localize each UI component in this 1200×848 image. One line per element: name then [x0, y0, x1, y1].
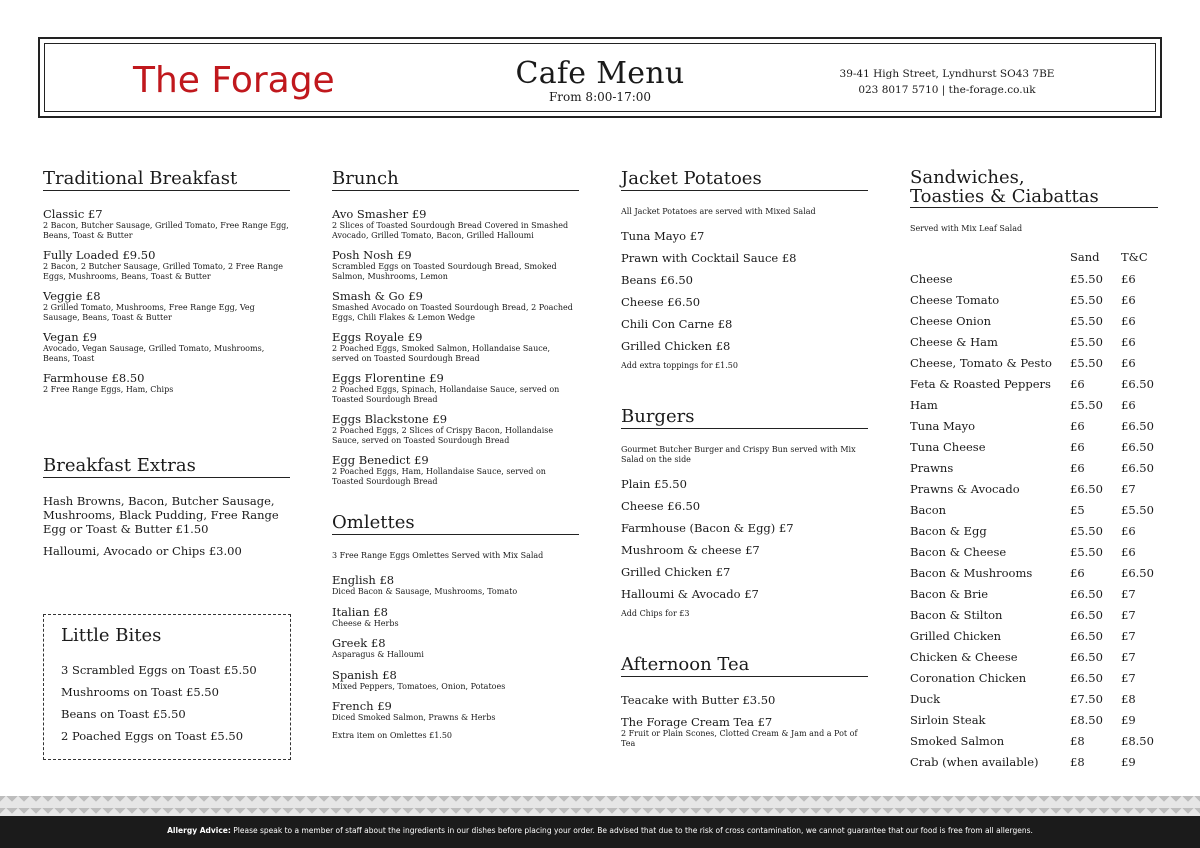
table-row	[910, 583, 1158, 604]
sandwich-price-tc: £6	[1121, 544, 1136, 559]
sandwich-name: Prawns	[910, 460, 954, 475]
sandwiches-title-line1: Sandwiches,	[910, 167, 1025, 188]
sandwich-price-tc: £6	[1121, 292, 1136, 307]
sandwich-price-tc: £6.50	[1121, 439, 1154, 454]
item-description: Mixed Peppers, Tomatoes, Onion, Potatoes	[332, 681, 506, 691]
menu-header	[38, 37, 1162, 118]
menu-item	[332, 699, 579, 723]
item-name: Veggie £8	[43, 289, 101, 303]
item-description: 2 Free Range Eggs, Ham, Chips	[43, 385, 174, 394]
sandwich-price-sand: £5.50	[1070, 355, 1103, 370]
sandwich-name: Bacon & Egg	[910, 523, 987, 538]
extras-list	[43, 494, 290, 558]
column-4	[910, 168, 1158, 772]
table-row	[910, 667, 1158, 688]
sandwich-price-tc: £8.50	[1121, 733, 1154, 748]
sandwich-price-tc: £6.50	[1121, 460, 1154, 475]
sandwiches-body	[910, 268, 1158, 772]
table-row	[910, 331, 1158, 352]
table-row	[910, 562, 1158, 583]
table-row	[910, 520, 1158, 541]
sandwiches-header-row	[910, 246, 1158, 268]
menu-item: Beans on Toast £5.50	[61, 707, 186, 721]
menu-item: Tuna Mayo £7	[621, 229, 705, 243]
item-name: Farmhouse £8.50	[43, 371, 145, 385]
menu-item: 3 Scrambled Eggs on Toast £5.50	[61, 663, 257, 677]
sandwich-name: Cheese Onion	[910, 313, 992, 328]
item-name: Smash & Go £9	[332, 289, 423, 303]
sandwich-price-tc: £6	[1121, 313, 1136, 328]
item-name: Teacake with Butter £3.50	[621, 693, 776, 707]
sandwich-price-tc: £7	[1121, 607, 1136, 622]
table-row	[910, 268, 1158, 289]
sandwich-name: Bacon & Mushrooms	[910, 565, 1033, 580]
item-name: Classic £7	[43, 207, 103, 221]
sandwich-name: Bacon	[910, 502, 947, 517]
item-description: Asparagus & Halloumi	[332, 650, 424, 659]
item-description: Diced Bacon & Sausage, Mushrooms, Tomato	[332, 587, 518, 596]
menu-item	[332, 668, 579, 692]
item-description: Diced Smoked Salmon, Prawns & Herbs	[332, 713, 496, 722]
item-description: 2 Poached Eggs, Smoked Salmon, Hollandaise Sauce, served on Toasted Sourdough Bread	[332, 344, 550, 363]
sandwich-price-tc: £8	[1121, 691, 1136, 706]
allergy-text: Please speak to a member of staff about the ingredients in our dishes before placing your order. Be advised that due to the risk of cross contamination, we cannot guarantee that our food is free from all allergens.	[230, 826, 1033, 835]
menu-item	[332, 371, 579, 404]
sandwich-name: Cheese	[910, 271, 953, 286]
chevron-pattern-band	[0, 796, 1200, 816]
table-row	[910, 352, 1158, 373]
page-title: Cafe Menu	[515, 56, 685, 91]
sandwich-name: Bacon & Cheese	[910, 544, 1007, 559]
item-description: Smashed Avocado on Toasted Sourdough Bread, 2 Poached Eggs, Chili Flakes & Lemon Wedge	[332, 303, 573, 322]
sandwich-price-sand: £5.50	[1070, 334, 1103, 349]
address: 39-41 High Street, Lyndhurst SO43 7BE	[839, 68, 1055, 80]
item-description: 2 Poached Eggs, Spinach, Hollandaise Sauce, served on Toasted Sourdough Bread	[332, 385, 560, 404]
item-name: Eggs Blackstone £9	[332, 412, 448, 426]
section-title-sandwiches	[910, 168, 1158, 208]
menu-item	[332, 453, 579, 486]
sandwich-price-tc: £6	[1121, 397, 1136, 412]
header-tc: T&C	[1121, 250, 1148, 264]
sandwich-name: Cheese, Tomato & Pesto	[910, 355, 1052, 370]
item-description: 2 Slices of Toasted Sourdough Bread Covered in Smashed Avocado, Grilled Tomato, Bacon, Grilled Halloumi	[332, 221, 569, 240]
item-name: Fully Loaded £9.50	[43, 248, 156, 262]
little-bites-box	[43, 614, 291, 760]
table-row	[910, 457, 1158, 478]
sandwich-name: Duck	[910, 691, 941, 706]
jacket-extra-note: Add extra toppings for £1.50	[621, 361, 738, 370]
omlettes-list	[332, 573, 579, 723]
sandwich-price-sand: £6.50	[1070, 670, 1103, 685]
table-row	[910, 478, 1158, 499]
table-row	[910, 646, 1158, 667]
table-row	[910, 604, 1158, 625]
header-inner-border	[44, 43, 1156, 112]
sandwich-name: Sirloin Steak	[910, 712, 986, 727]
table-row	[910, 730, 1158, 751]
menu-item	[43, 248, 290, 281]
sandwich-name: Crab (when available)	[910, 754, 1039, 769]
omlettes-extra-note: Extra item on Omlettes £1.50	[332, 730, 453, 740]
header-empty	[910, 246, 1070, 268]
item-name: Spanish £8	[332, 667, 397, 682]
sandwich-price-sand: £8	[1070, 754, 1085, 769]
sandwich-price-sand: £5.50	[1070, 271, 1103, 286]
sandwich-price-sand: £6.50	[1070, 649, 1103, 664]
item-description: 2 Fruit or Plain Scones, Clotted Cream & Jam and a Pot of Tea	[621, 729, 858, 748]
sandwich-price-tc: £6.50	[1121, 565, 1154, 580]
menu-item: Mushrooms on Toast £5.50	[61, 685, 219, 699]
item-name: The Forage Cream Tea £7	[621, 715, 773, 729]
column-2	[332, 168, 579, 740]
sandwich-price-tc: £6.50	[1121, 376, 1154, 391]
sandwich-name: Tuna Mayo	[910, 418, 976, 433]
sandwich-price-tc: £6.50	[1121, 418, 1154, 433]
sandwich-name: Coronation Chicken	[910, 670, 1027, 685]
burgers-note: Gourmet Butcher Burger and Crispy Bun served with Mix Salad on the side	[621, 445, 856, 464]
sandwich-price-sand: £8	[1070, 733, 1085, 748]
sandwiches-table	[910, 246, 1158, 772]
sandwich-price-sand: £8.50	[1070, 712, 1103, 727]
allergy-label: Allergy Advice:	[167, 826, 231, 835]
menu-item	[332, 636, 579, 660]
menu-item: Beans £6.50	[621, 273, 693, 287]
sandwich-price-sand: £6	[1070, 565, 1085, 580]
sandwich-price-sand: £6.50	[1070, 628, 1103, 643]
menu-item	[332, 289, 579, 322]
section-title-brunch: Brunch	[332, 168, 579, 191]
traditional-list	[43, 207, 290, 395]
menu-item	[43, 371, 290, 395]
sandwich-name: Smoked Salmon	[910, 733, 1005, 748]
sandwich-price-tc: £7	[1121, 481, 1136, 496]
item-name: English £8	[332, 573, 395, 587]
header-sand: Sand	[1070, 250, 1100, 264]
sandwich-price-tc: £7	[1121, 586, 1136, 601]
section-title-traditional: Traditional Breakfast	[43, 168, 290, 191]
omlettes-note: 3 Free Range Eggs Omlettes Served with Mix Salad	[332, 551, 544, 560]
table-row	[910, 436, 1158, 457]
sandwich-price-tc: £6	[1121, 355, 1136, 370]
menu-item: Prawn with Cocktail Sauce £8	[621, 251, 797, 265]
sandwich-price-sand: £5.50	[1070, 523, 1103, 538]
item-description: Scrambled Eggs on Toasted Sourdough Bread, Smoked Salmon, Mushrooms, Lemon	[332, 262, 557, 281]
table-row	[910, 289, 1158, 310]
menu-item: Mushroom & cheese £7	[621, 543, 760, 557]
contact-block	[827, 66, 1067, 98]
table-row	[910, 751, 1158, 772]
afternoon-list	[621, 693, 868, 748]
section-title-little-bites: Little Bites	[61, 625, 162, 646]
jacket-list	[621, 229, 868, 353]
menu-item: Plain £5.50	[621, 477, 687, 491]
burgers-list	[621, 477, 868, 601]
sandwiches-title-line2: Toasties & Ciabattas	[910, 186, 1099, 207]
sandwich-price-tc: £6	[1121, 523, 1136, 538]
menu-item	[332, 573, 579, 597]
sandwich-price-sand: £5.50	[1070, 397, 1103, 412]
menu-item: Cheese £6.50	[621, 499, 701, 513]
menu-item: Grilled Chicken £7	[621, 565, 731, 579]
item-description: 2 Poached Eggs, 2 Slices of Crispy Bacon, Hollandaise Sauce, served on Toasted Sourdough Bread	[332, 426, 554, 445]
menu-item: Halloumi & Avocado £7	[621, 587, 759, 601]
sandwich-name: Chicken & Cheese	[910, 649, 1018, 664]
item-description: Avocado, Vegan Sausage, Grilled Tomato, Mushrooms, Beans, Toast	[43, 344, 265, 363]
table-row	[910, 625, 1158, 646]
item-description: 2 Grilled Tomato, Mushrooms, Free Range Egg, Veg Sausage, Beans, Toast & Butter	[43, 303, 255, 322]
menu-item	[332, 207, 579, 240]
table-row	[910, 394, 1158, 415]
sandwich-name: Feta & Roasted Peppers	[910, 376, 1051, 391]
column-1	[43, 168, 290, 566]
sandwich-price-tc: £7	[1121, 670, 1136, 685]
menu-item	[621, 715, 868, 748]
sandwich-price-sand: £6.50	[1070, 586, 1103, 601]
sandwiches-note: Served with Mix Leaf Salad	[910, 224, 1023, 233]
sandwich-price-sand: £6.50	[1070, 481, 1103, 496]
sandwich-name: Prawns & Avocado	[910, 481, 1020, 496]
sandwich-name: Cheese Tomato	[910, 292, 1000, 307]
menu-item	[332, 248, 579, 281]
sandwich-name: Tuna Cheese	[910, 439, 986, 454]
section-title-extras: Breakfast Extras	[43, 455, 290, 478]
item-name: French £9	[332, 699, 392, 713]
item-description: 2 Bacon, Butcher Sausage, Grilled Tomato, Free Range Egg, Beans, Toast & Butter	[43, 221, 289, 240]
sandwich-price-sand: £5	[1070, 502, 1085, 517]
menu-item	[332, 412, 579, 445]
item-name: Eggs Florentine £9	[332, 371, 444, 385]
menu-item: Hash Browns, Bacon, Butcher Sausage, Mushrooms, Black Pudding, Free Range Egg or Toast & Butter £1.50	[43, 493, 279, 536]
allergy-footer	[0, 816, 1200, 848]
jacket-note: All Jacket Potatoes are served with Mixed Salad	[621, 207, 816, 216]
menu-item	[43, 330, 290, 363]
menu-item	[621, 693, 868, 707]
section-title-afternoon: Afternoon Tea	[621, 654, 868, 677]
phone-website: 023 8017 5710 | the-forage.co.uk	[858, 84, 1036, 96]
sandwich-price-tc: £6	[1121, 271, 1136, 286]
item-description: 2 Bacon, 2 Butcher Sausage, Grilled Tomato, 2 Free Range Eggs, Mushrooms, Beans, Toast & Butter	[43, 262, 283, 281]
sandwich-price-sand: £6	[1070, 418, 1085, 433]
menu-item	[332, 330, 579, 363]
item-description: 2 Poached Eggs, Ham, Hollandaise Sauce, served on Toasted Sourdough Bread	[332, 467, 546, 486]
sandwich-price-sand: £7.50	[1070, 691, 1103, 706]
sandwich-price-sand: £5.50	[1070, 313, 1103, 328]
item-name: Eggs Royale £9	[332, 330, 423, 344]
sandwich-price-tc: £7	[1121, 628, 1136, 643]
table-row	[910, 499, 1158, 520]
sandwich-name: Bacon & Brie	[910, 586, 989, 601]
sandwich-price-tc: £9	[1121, 754, 1136, 769]
item-name: Vegan £9	[43, 330, 97, 344]
table-row	[910, 415, 1158, 436]
menu-item	[332, 605, 579, 629]
menu-item: 2 Poached Eggs on Toast £5.50	[61, 729, 244, 743]
menu-item: Farmhouse (Bacon & Egg) £7	[621, 521, 794, 535]
item-description: Cheese & Herbs	[332, 618, 399, 628]
table-row	[910, 373, 1158, 394]
menu-item: Halloumi, Avocado or Chips £3.00	[43, 543, 242, 558]
section-title-jacket: Jacket Potatoes	[621, 168, 868, 191]
section-title-omlettes: Omlettes	[332, 512, 579, 535]
sandwich-price-tc: £9	[1121, 712, 1136, 727]
sandwich-price-tc: £5.50	[1121, 502, 1154, 517]
little-bites-list	[61, 663, 273, 743]
item-name: Greek £8	[332, 636, 386, 650]
section-title-burgers: Burgers	[621, 406, 868, 429]
sandwich-price-tc: £7	[1121, 649, 1136, 664]
burgers-extra-note: Add Chips for £3	[621, 609, 690, 618]
sandwich-name: Bacon & Stilton	[910, 607, 1003, 622]
table-row	[910, 541, 1158, 562]
sandwich-price-sand: £5.50	[1070, 292, 1103, 307]
menu-item: Chili Con Carne £8	[621, 317, 733, 331]
sandwich-price-sand: £6.50	[1070, 607, 1103, 622]
opening-hours: From 8:00-17:00	[548, 90, 652, 104]
table-row	[910, 709, 1158, 730]
menu-item: Cheese £6.50	[621, 295, 701, 309]
sandwich-price-tc: £6	[1121, 334, 1136, 349]
brunch-list	[332, 207, 579, 486]
table-row	[910, 310, 1158, 331]
item-name: Avo Smasher £9	[332, 207, 427, 221]
item-name: Egg Benedict £9	[332, 453, 429, 467]
column-3	[621, 168, 868, 756]
sandwich-name: Ham	[910, 397, 938, 412]
sandwich-name: Cheese & Ham	[910, 334, 998, 349]
menu-item: Grilled Chicken £8	[621, 339, 731, 353]
sandwich-name: Grilled Chicken	[910, 628, 1002, 643]
sandwich-price-sand: £6	[1070, 376, 1085, 391]
item-name: Posh Nosh £9	[332, 248, 412, 262]
logo-text: The Forage	[133, 60, 335, 101]
item-name: Italian £8	[332, 604, 388, 619]
table-row	[910, 688, 1158, 709]
sandwich-price-sand: £5.50	[1070, 544, 1103, 559]
sandwich-price-sand: £6	[1070, 460, 1085, 475]
sandwich-price-sand: £6	[1070, 439, 1085, 454]
menu-item	[43, 289, 290, 322]
menu-item	[43, 207, 290, 240]
